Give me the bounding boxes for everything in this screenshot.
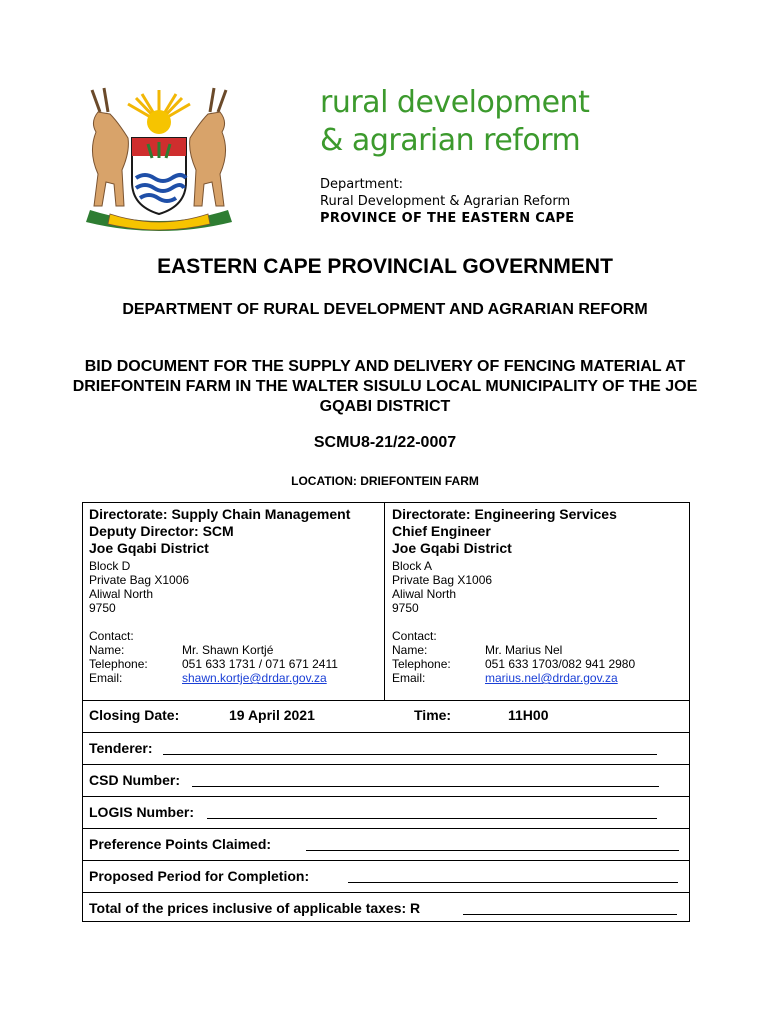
- contact-details: [392, 629, 635, 685]
- contact-scm: [89, 506, 350, 685]
- department-name: Rural Development & Agrarian Reform: [320, 194, 571, 209]
- official-title: Chief Engineer: [392, 523, 491, 539]
- address-line: Block D: [89, 559, 131, 573]
- csd-number-input[interactable]: [192, 786, 659, 787]
- contact-name: Mr. Shawn Kortjé: [182, 643, 274, 657]
- email-link[interactable]: marius.nel@drdar.gov.za: [485, 671, 618, 685]
- closing-time-label: Time:: [414, 707, 452, 723]
- name-label: Name:: [392, 643, 428, 657]
- contact-telephone: 051 633 1731 / 071 671 2411: [182, 657, 338, 671]
- district-label: Joe Gqabi District: [392, 540, 512, 556]
- contact-label: Contact:: [89, 629, 134, 643]
- address-line: Aliwal North: [89, 587, 154, 601]
- preference-points-label: Preference Points Claimed:: [89, 836, 272, 852]
- total-price-input[interactable]: [463, 914, 677, 915]
- row-divider: [83, 892, 689, 893]
- directorate-label: Directorate: Engineering Services: [392, 506, 617, 522]
- bid-location: LOCATION: DRIEFONTEIN FARM: [291, 474, 479, 488]
- address-line: Private Bag X1006: [89, 573, 190, 587]
- department-title: DEPARTMENT OF RURAL DEVELOPMENT AND AGRARIAN REFORM: [122, 301, 648, 318]
- logis-number-input[interactable]: [207, 818, 657, 819]
- contact-label: Contact:: [392, 629, 437, 643]
- address-line: 9750: [392, 601, 419, 615]
- row-divider: [83, 860, 689, 861]
- district-label: Joe Gqabi District: [89, 540, 209, 556]
- row-divider: [83, 796, 689, 797]
- closing-date-value: 19 April 2021: [229, 707, 315, 723]
- completion-period-input[interactable]: [348, 882, 678, 883]
- telephone-label: Telephone:: [392, 657, 451, 671]
- email-label: Email:: [392, 671, 426, 685]
- postal-address: [392, 559, 635, 615]
- name-label: Name:: [89, 643, 125, 657]
- address-line: Aliwal North: [392, 587, 457, 601]
- row-divider: [83, 732, 689, 733]
- government-title: EASTERN CAPE PROVINCIAL GOVERNMENT: [157, 255, 613, 278]
- bid-form: [82, 502, 690, 922]
- csd-number-label: CSD Number:: [89, 772, 181, 788]
- department-label: Department:: [320, 177, 404, 192]
- address-line: Private Bag X1006: [392, 573, 493, 587]
- coat-of-arms-icon: [70, 82, 248, 232]
- address-line: Block A: [392, 559, 433, 573]
- tenderer-label: Tenderer:: [89, 740, 153, 756]
- brand-wordmark: [320, 84, 589, 160]
- contact-telephone: 051 633 1703/082 941 2980: [485, 657, 636, 671]
- bid-reference: SCMU8-21/22-0007: [313, 434, 457, 451]
- brand-line-1: rural development: [320, 85, 590, 120]
- row-divider: [83, 764, 689, 765]
- contact-name: Mr. Marius Nel: [485, 643, 563, 657]
- column-divider: [384, 503, 385, 700]
- closing-time-value: 11H00: [508, 707, 549, 723]
- total-price-label: Total of the prices inclusive of applicable taxes: R: [89, 900, 421, 916]
- postal-address: [89, 559, 350, 615]
- contact-engineering: [392, 506, 635, 685]
- email-label: Email:: [89, 671, 123, 685]
- row-divider: [83, 700, 689, 701]
- contact-details: [89, 629, 350, 685]
- logis-number-label: LOGIS Number:: [89, 804, 195, 820]
- row-divider: [83, 828, 689, 829]
- completion-period-label: Proposed Period for Completion:: [89, 868, 310, 884]
- email-link[interactable]: shawn.kortje@drdar.gov.za: [182, 671, 327, 685]
- official-title: Deputy Director: SCM: [89, 523, 234, 539]
- telephone-label: Telephone:: [89, 657, 148, 671]
- address-line: 9750: [89, 601, 116, 615]
- preference-points-input[interactable]: [306, 850, 679, 851]
- closing-date-label: Closing Date:: [89, 707, 180, 723]
- province-name: PROVINCE OF THE EASTERN CAPE: [320, 211, 575, 226]
- bid-title: BID DOCUMENT FOR THE SUPPLY AND DELIVERY OF FENCING MATERIAL AT DRIEFONTEIN FARM IN THE WALTER SISULU LOCAL MUNICIPALITY OF THE JOE GQABI DISTRICT: [72, 358, 698, 415]
- tenderer-input[interactable]: [163, 754, 657, 755]
- department-block: [320, 176, 574, 227]
- directorate-label: Directorate: Supply Chain Management: [89, 506, 351, 522]
- brand-line-2: & agrarian reform: [320, 123, 581, 158]
